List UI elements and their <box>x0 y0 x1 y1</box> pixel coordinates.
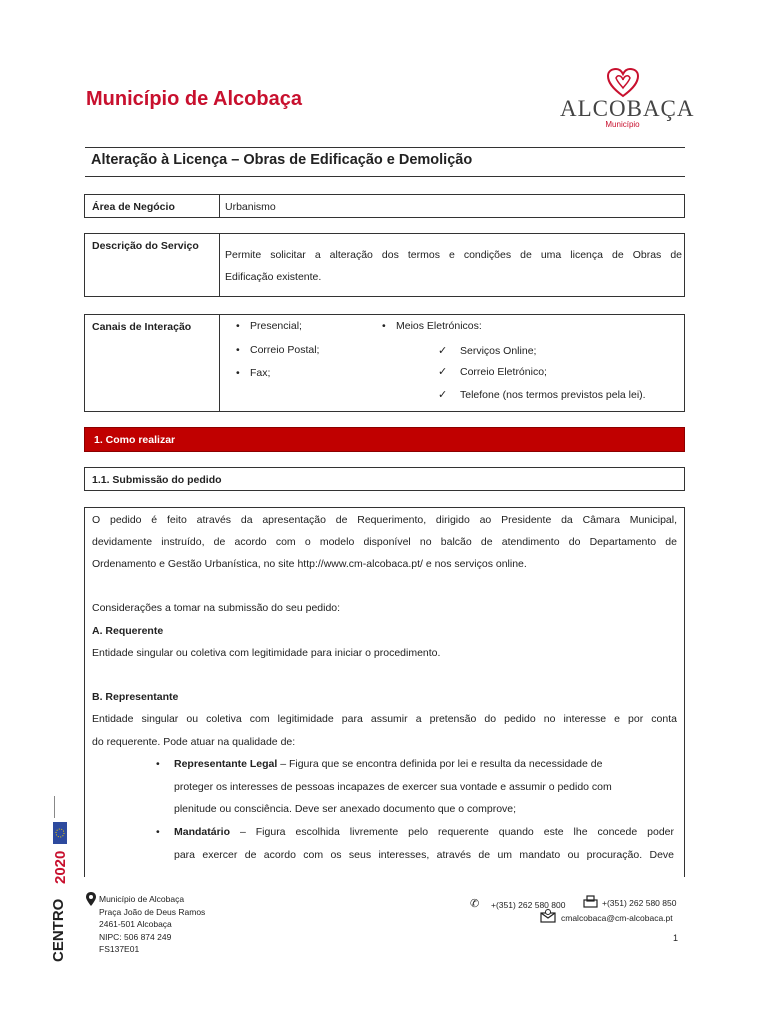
channel-electronic-head: • Meios Eletrónicos: <box>382 320 482 332</box>
description-line-1: Permite solicitar a alteração dos termos e condições de uma licença de Obras de <box>225 249 682 261</box>
mandatario-line: Mandatário – Figura escolhida livremente pelo requerente quando este lhe concede poder <box>174 826 674 838</box>
footer-fax: +(351) 262 580 850 <box>602 898 677 908</box>
municipality-title: Município de Alcobaça <box>86 88 302 110</box>
funding-logos <box>48 778 72 968</box>
location-pin-icon <box>86 892 96 906</box>
centro-text: CENTRO <box>50 898 67 962</box>
bullet-icon: • <box>156 826 160 838</box>
paragraph-line: Ordenamento e Gestão Urbanística, no site http://www.cm-alcobaca.pt/ e nos serviços online. <box>92 558 527 570</box>
representante-heading: B. Representante <box>92 691 179 703</box>
page-number: 1 <box>673 933 679 943</box>
footer-phone: +(351) 262 580 800 <box>491 900 566 910</box>
paragraph-line: para exercer de acordo com os seus interesses, através de um mandato ou procuração. Deve <box>174 849 674 861</box>
description-line-2: Edificação existente. <box>225 271 322 283</box>
checkmark-icon: ✓ <box>438 366 448 378</box>
representante-legal-line: Representante Legal – Figura que se encontra definida por lei e resulta da necessidade de <box>174 758 603 770</box>
paragraph-line: do requerente. Pode atuar na qualidade de: <box>92 736 296 748</box>
description-row <box>84 233 685 297</box>
title-rule-top <box>85 147 685 148</box>
channel-electronic-item: ✓ Serviços Online; <box>438 345 537 357</box>
paragraph-line: proteger os interesses de pessoas incapazes de exercer sua vontade e assumir o pedido com <box>174 781 612 793</box>
channel-item: • Presencial; <box>236 320 302 332</box>
email-icon <box>540 909 556 923</box>
checkmark-icon: ✓ <box>438 345 448 357</box>
channel-electronic-item: ✓ Telefone (nos termos previstos pela lei). <box>438 389 646 401</box>
heart-emblem-icon <box>606 68 640 98</box>
section-how-to: 1. Como realizar <box>84 427 685 452</box>
portugal-mark-icon <box>54 796 64 818</box>
paragraph-line: plenitude ou consciência. Deve ser anexado documento que o comprove; <box>174 803 517 815</box>
requerente-text: Entidade singular ou coletiva com legitimidade para iniciar o procedimento. <box>92 647 441 659</box>
area-row <box>84 194 685 218</box>
document-title: Alteração à Licença – Obras de Edificação e Demolição <box>91 152 473 168</box>
logo-wordmark: ALCOBAÇA <box>560 96 695 121</box>
title-rule-bottom <box>85 176 685 177</box>
bullet-icon: • <box>382 320 386 332</box>
description-value <box>221 234 684 294</box>
footer-address: Município de Alcobaça Praça João de Deus Ramos 2461-501 Alcobaça NIPC: 506 874 249 FS137E01 <box>99 894 206 954</box>
portugal-2020-text: 2020 <box>52 850 69 884</box>
description-label: Descrição do Serviço <box>85 234 220 296</box>
bullet-icon: • <box>156 758 160 770</box>
channel-item: • Fax; <box>236 367 271 379</box>
channel-electronic-item: ✓ Correio Eletrónico; <box>438 366 547 378</box>
paragraph-line: O pedido é feito através da apresentação de Requerimento, dirigido ao Presidente da Câmara Municipal, <box>92 514 677 526</box>
alcobaca-logo <box>560 68 695 132</box>
logo-subtitle: Município <box>605 120 640 129</box>
area-label: Área de Negócio <box>85 195 220 217</box>
footer-email: cmalcobaca@cm-alcobaca.pt <box>561 913 673 923</box>
eu-flag-icon <box>53 822 67 844</box>
checkmark-icon: ✓ <box>438 389 448 401</box>
bullet-icon: • <box>236 344 240 356</box>
phone-icon: ✆ <box>470 898 480 910</box>
requerente-heading: A. Requerente <box>92 625 164 637</box>
area-value: Urbanismo <box>225 201 276 213</box>
paragraph-line: devidamente instruído, de acordo com o modelo disponível no balcão de atendimento do Departamento de <box>92 536 677 548</box>
paragraph-line: Entidade singular ou coletiva com legitimidade para assumir a pretensão do pedido no interesse e por conta <box>92 713 677 725</box>
subsection-submission: 1.1. Submissão do pedido <box>84 467 685 491</box>
channels-label: Canais de Interação <box>85 315 220 411</box>
channel-item: • Correio Postal; <box>236 344 320 356</box>
bullet-icon: • <box>236 367 240 379</box>
bullet-icon: • <box>236 320 240 332</box>
considerations-text: Considerações a tomar na submissão do seu pedido: <box>92 602 341 614</box>
fax-icon <box>583 895 598 908</box>
